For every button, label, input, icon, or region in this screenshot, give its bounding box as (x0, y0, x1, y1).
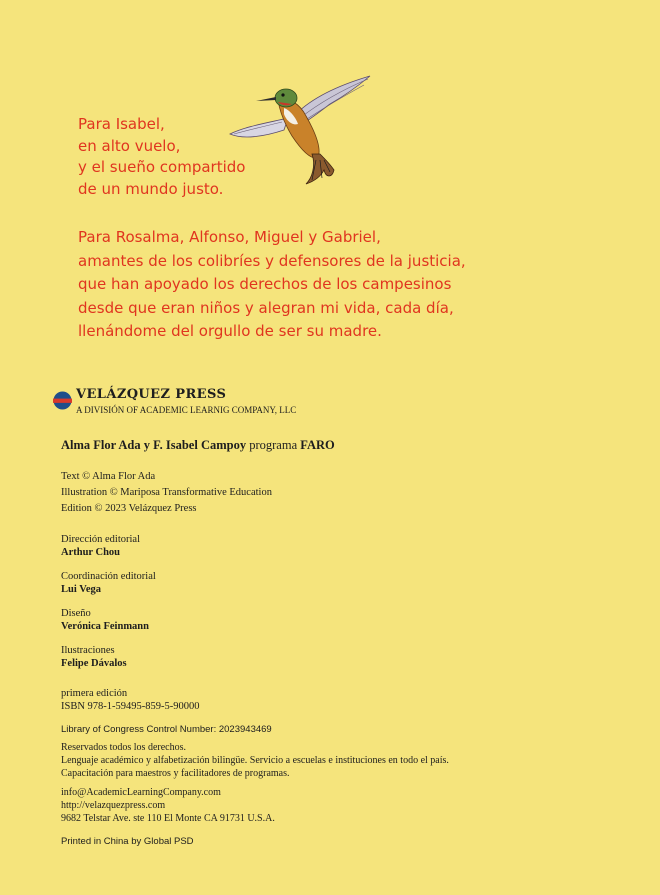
dedication-line: amantes de los colibríes y defensores de la justicia, (78, 251, 466, 270)
hummingbird-illustration (226, 74, 372, 186)
credit-illustrations (61, 644, 127, 670)
contact-email: info@AcademicLearningCompany.com (61, 787, 221, 798)
credit-coordination (61, 570, 156, 596)
credit-label: Coordinación editorial (61, 571, 156, 582)
contact-block (61, 786, 275, 825)
credit-label: Diseño (61, 608, 91, 619)
dedication-line: de un mundo justo. (78, 179, 224, 198)
series-name: FARO (300, 438, 335, 452)
credit-name: Felipe Dávalos (61, 658, 127, 669)
edition-label: primera edición (61, 688, 128, 699)
rights-line: Text © Alma Flor Ada (61, 471, 156, 482)
series-authors: Alma Flor Ada y F. Isabel Campoy (61, 438, 247, 452)
notice-line: Lenguaje académico y alfabetización bilingüe. Servicio a escuelas e instituciones en todo el país. (61, 755, 449, 766)
dedication-line: Para Isabel, (78, 115, 165, 133)
dedication-isabel (78, 114, 245, 200)
credit-design (61, 607, 149, 633)
publisher-subtitle: A DIVISIÓN OF ACADEMIC LEARNIG COMPANY, LLC (76, 405, 297, 415)
lccn: Library of Congress Control Number: 2023943469 (61, 724, 272, 735)
credit-label: Dirección editorial (61, 534, 141, 545)
publisher-name: VELÁZQUEZ PRESS (76, 387, 227, 402)
dedication-line: Para Rosalma, Alfonso, Miguel y Gabriel, (78, 228, 381, 246)
publisher-logo-icon (53, 391, 72, 410)
credit-name: Lui Vega (61, 584, 101, 595)
contact-website: http://velazquezpress.com (61, 800, 166, 811)
contact-address: 9682 Telstar Ave. ste 110 El Monte CA 91731 U.S.A. (61, 813, 275, 824)
credit-direction (61, 533, 140, 559)
dedication-line: y el sueño compartido (78, 158, 246, 176)
dedication-line: llenándome del orgullo de ser su madre. (78, 322, 382, 340)
notice-block (61, 741, 449, 780)
credit-name: Arthur Chou (61, 547, 121, 558)
printed-line: Printed in China by Global PSD (61, 836, 194, 847)
rights-block (61, 469, 272, 517)
rights-line: Edition © 2023 Velázquez Press (61, 503, 197, 514)
edition-block (61, 687, 200, 713)
notice-line: Capacitación para maestros y facilitadores de programas. (61, 768, 290, 779)
series-word: programa (249, 438, 298, 452)
isbn: ISBN 978-1-59495-859-5-90000 (61, 701, 200, 712)
series-line (61, 438, 335, 453)
dedication-line: en alto vuelo, (78, 136, 181, 155)
dedication-family (78, 226, 466, 344)
notice-line: Reservados todos los derechos. (61, 742, 186, 753)
credit-label: Ilustraciones (61, 645, 115, 656)
rights-line: Illustration © Mariposa Transformative Education (61, 487, 272, 498)
credit-name: Verónica Feinmann (61, 621, 149, 632)
dedication-line: desde que eran niños y alegran mi vida, cada día, (78, 298, 454, 317)
dedication-line: que han apoyado los derechos de los campesinos (78, 275, 452, 293)
